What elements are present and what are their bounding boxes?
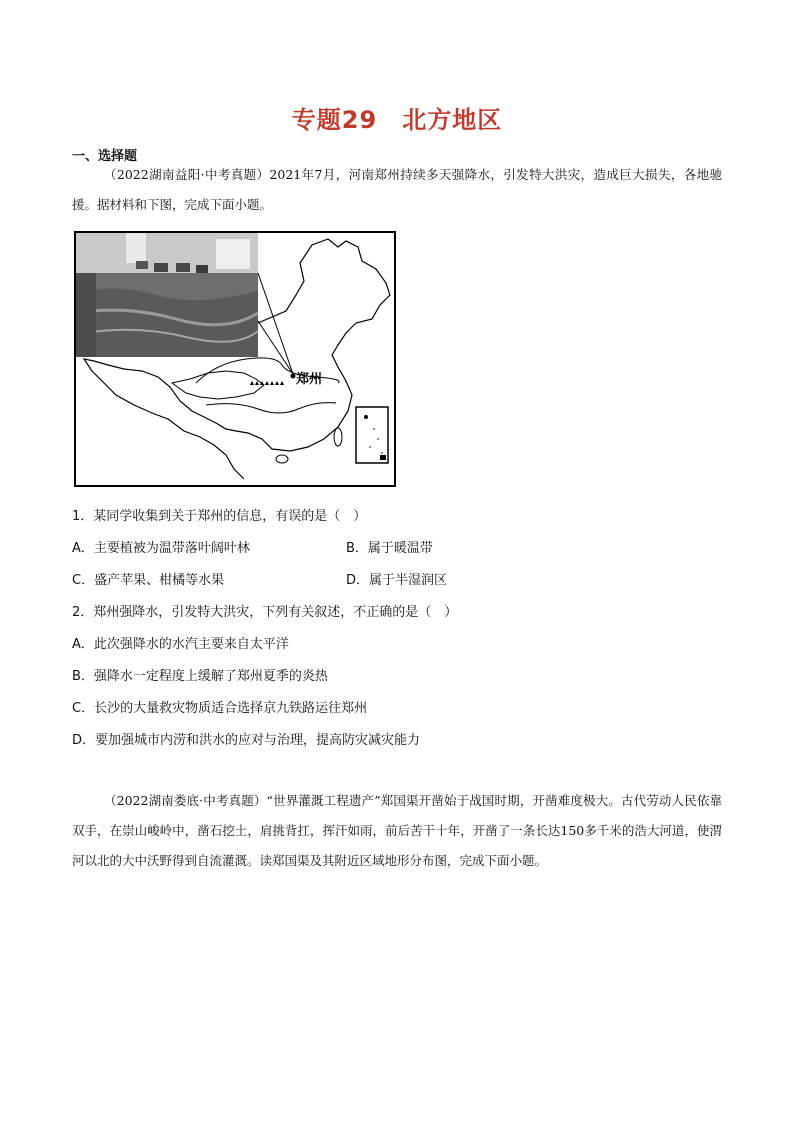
mountain-symbols xyxy=(250,381,284,385)
q2-option-d: D．要加强城市内涝和洪水的应对与治理，提高防灾减灾能力 xyxy=(72,733,421,748)
map-figure xyxy=(74,231,396,487)
question-2-stem: 2．郑州强降水，引发特大洪灾，下列有关叙述，不正确的是（ ） xyxy=(72,605,458,620)
yangtze-river xyxy=(206,403,336,413)
callout-line xyxy=(258,321,293,374)
south-china-sea-inset xyxy=(356,407,388,463)
callout-line xyxy=(258,273,293,374)
passage-1: （2022湖南益阳·中考真题）2021年7月，河南郑州持续多天强降水，引发特大洪灾，造成巨大损失，各地驰援。据材料和下图，完成下面小题。 xyxy=(72,167,722,212)
page-title: 专题29 北方地区 xyxy=(291,106,503,134)
zhengzhou-marker xyxy=(291,374,296,379)
taiwan-island xyxy=(334,428,342,446)
q1-option-c: C．盛产苹果、柑橘等水果 xyxy=(72,573,225,588)
q1-option-d: D．属于半湿润区 xyxy=(346,573,448,588)
china-map-svg xyxy=(76,233,394,485)
q2-option-b: B．强降水一定程度上缓解了郑州夏季的炎热 xyxy=(72,669,328,684)
zhengzhou-label: 郑州 xyxy=(296,372,323,387)
q2-option-a: A．此次强降水的水汽主要来自太平洋 xyxy=(72,637,289,652)
section-heading: 一、选择题 xyxy=(72,149,138,164)
q2-option-c: C．长沙的大量救灾物质适合选择京九铁路运往郑州 xyxy=(72,701,368,716)
passage-2: （2022湖南娄底·中考真题）“世界灌溉工程遗产”郑国渠开凿始于战国时期，开凿难度极大。古代劳动人民依靠双手，在崇山峻岭中，凿石挖土，肩挑背扛，挥汗如雨，前后苦干十年，开凿了一条长达150多千米的浩大河道，使渭河以北的大中沃野得到自流灌溉。读郑国渠及其附近区域地形分布图，完成下面小题。 xyxy=(72,793,722,868)
flood-photo xyxy=(76,233,258,357)
hainan-island xyxy=(276,455,288,463)
q1-option-b: B．属于暖温带 xyxy=(346,541,433,556)
question-1-stem: 1．某同学收集到关于郑州的信息，有误的是（ ） xyxy=(72,509,367,524)
q1-option-a: A．主要植被为温带落叶阔叶林 xyxy=(72,541,250,556)
